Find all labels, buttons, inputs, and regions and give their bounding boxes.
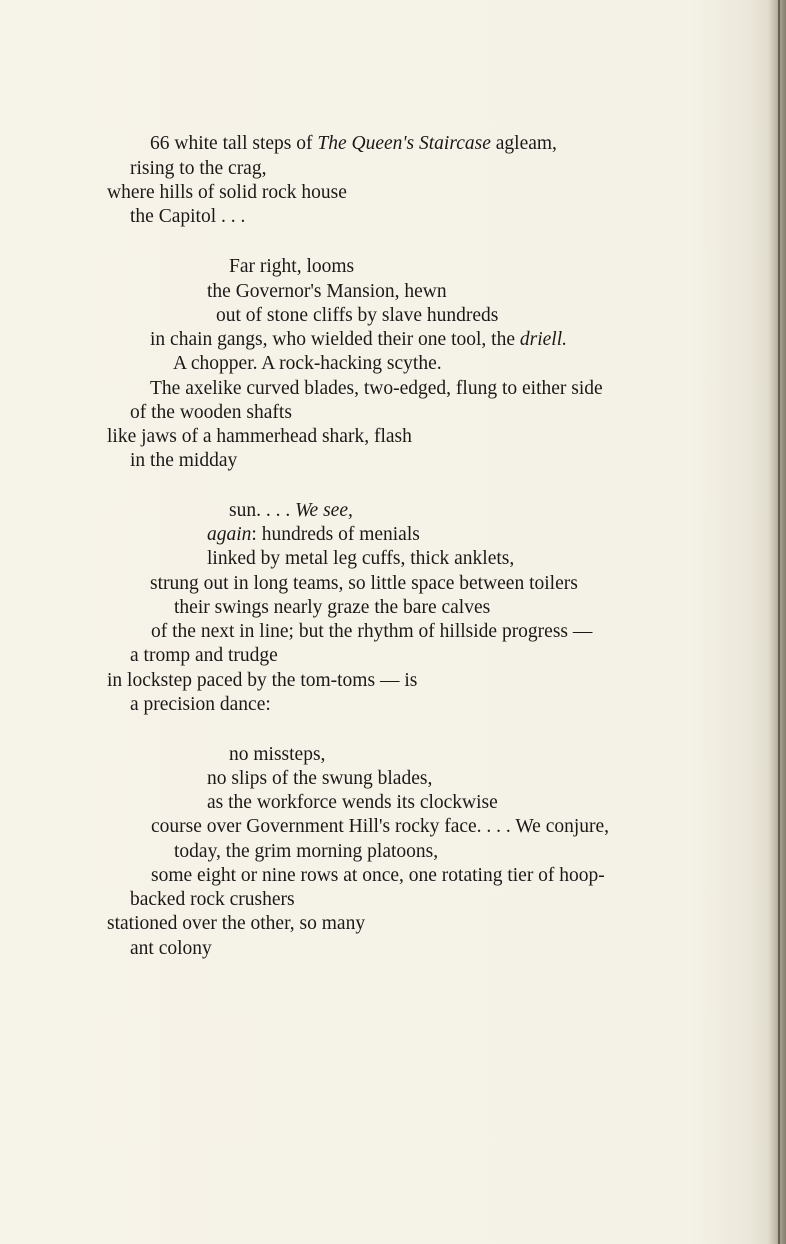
poem-line-12: like jaws of a hammerhead shark, flash	[107, 426, 412, 447]
poem-line-3: where hills of solid rock house	[107, 182, 347, 203]
poem-line-23: no missteps,	[229, 744, 326, 765]
poem-line-9: A chopper. A rock-hacking scythe.	[173, 353, 442, 374]
poem-line-14: sun. . . . We see,	[229, 500, 353, 521]
poem-line-31: ant colony	[130, 938, 212, 959]
poem-line-11: of the wooden shafts	[130, 402, 292, 423]
poem-line-1: 66 white tall steps of The Queen's Staircase agleam,	[150, 133, 557, 154]
poem-line-6: the Governor's Mansion, hewn	[207, 281, 447, 302]
poem-line-15: again: hundreds of menials	[207, 524, 420, 545]
poem-line-29: backed rock crushers	[130, 889, 295, 910]
poem-line-16: linked by metal leg cuffs, thick anklets,	[207, 548, 515, 569]
poem-line-18: their swings nearly graze the bare calves	[174, 597, 491, 618]
poem-line-28: some eight or nine rows at once, one rotating tier of hoop-	[151, 865, 605, 886]
poem-line-19: of the next in line; but the rhythm of hillside progress —	[151, 621, 593, 642]
poem-line-22: a precision dance:	[130, 694, 271, 715]
poem-line-5: Far right, looms	[229, 256, 355, 277]
poem-line-27: today, the grim morning platoons,	[174, 841, 439, 862]
poem-line-10: The axelike curved blades, two-edged, flung to either side	[150, 378, 603, 399]
poem-line-21: in lockstep paced by the tom-toms — is	[107, 670, 418, 691]
poem-line-7: out of stone cliffs by slave hundreds	[216, 305, 499, 326]
poem-line-26: course over Government Hill's rocky face. . . . We conjure,	[151, 816, 610, 837]
poem-line-17: strung out in long teams, so little space between toilers	[150, 573, 578, 594]
poem-line-8: in chain gangs, who wielded their one tool, the driell.	[150, 329, 567, 350]
poem-line-20: a tromp and trudge	[130, 645, 278, 666]
poem-line-13: in the midday	[130, 450, 238, 471]
poem-line-2: rising to the crag,	[130, 158, 267, 179]
poem-line-30: stationed over the other, so many	[107, 913, 366, 934]
poem-line-4: the Capitol . . .	[130, 206, 246, 227]
poem-line-25: as the workforce wends its clockwise	[207, 792, 498, 813]
poem-line-24: no slips of the swung blades,	[207, 768, 433, 789]
